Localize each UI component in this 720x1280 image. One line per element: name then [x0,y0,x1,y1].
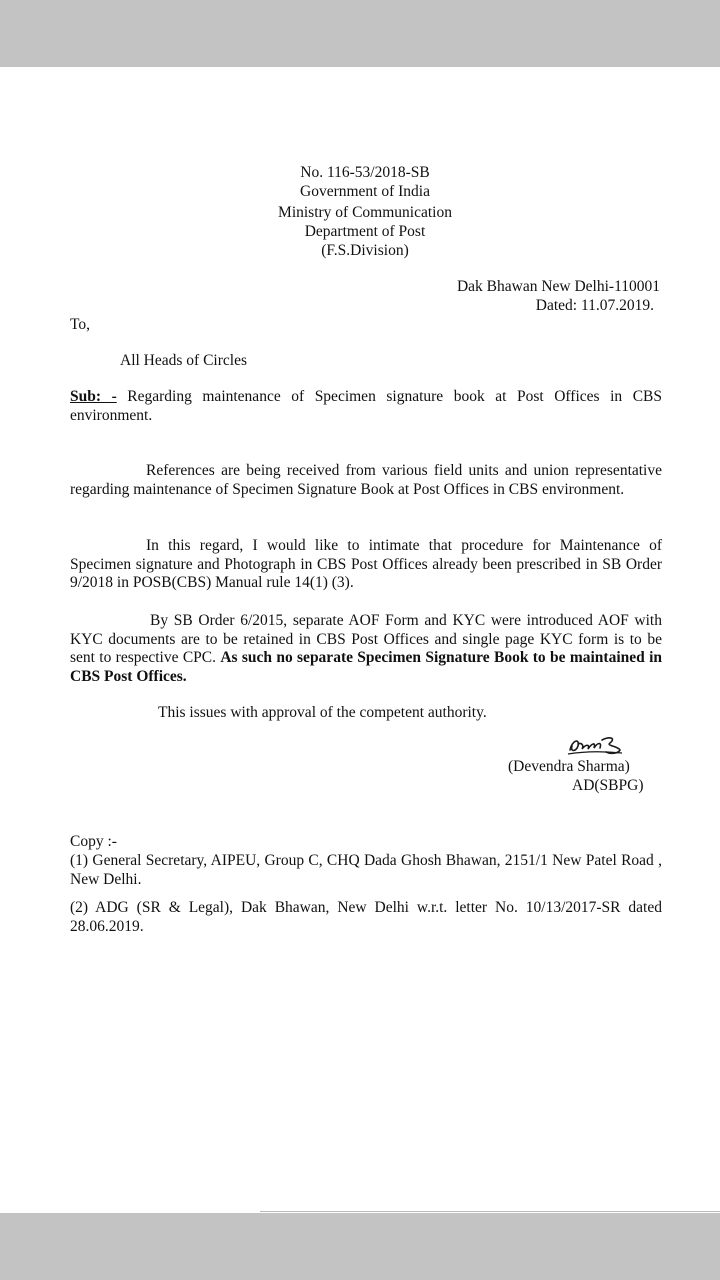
subject-text: Regarding maintenance of Specimen signature book at Post Offices in CBS environment. [70,388,662,424]
top-gray-bar [0,0,720,67]
paragraph-1 [70,462,662,499]
address-place: Dak Bhawan New Delhi-110001 [456,278,660,295]
division-line: (F.S.Division) [321,242,409,259]
approval-line: This issues with approval of the competent authority. [158,704,487,721]
subject-line [70,388,662,425]
paragraph-3 [70,612,662,686]
address-date: Dated: 11.07.2019. [535,297,654,314]
signatory-name: (Devendra Sharma) [508,758,630,775]
government-line: Government of India [300,183,430,200]
letter-number: No. 116-53/2018-SB [300,164,430,181]
ministry-line: Ministry of Communication [278,204,452,221]
paragraph-2 [70,537,662,593]
department-line: Department of Post [304,223,426,240]
signatory-designation: AD(SBPG) [572,777,644,794]
salutation-to: To, [70,316,91,333]
copy-item-2: (2) ADG (SR & Legal), Dak Bhawan, New Delhi w.r.t. letter No. 10/13/2017-SR dated 28.06.2019. [70,899,662,935]
recipient: All Heads of Circles [120,352,247,369]
document-page [0,67,720,1213]
paragraph-3-bold-text: As such no separate Specimen Signature Book to be maintained in CBS Post Offices. [70,649,662,685]
copy-label: Copy :- [70,833,117,850]
paragraph-2-text: In this regard, I would like to intimate that procedure for Maintenance of Specimen signature and Photograph in CBS Post Offices already been prescribed in SB Order 9/2018 in POSB(CBS) Manual rule 14(1) (3). [70,537,662,592]
copy-item-1: (1) General Secretary, AIPEU, Group C, CHQ Dada Ghosh Bhawan, 2151/1 New Patel Road , New Delhi. [70,852,662,888]
bottom-gray-bar [0,1213,720,1280]
subject-label: Sub: - [70,388,117,405]
signature-image [566,732,628,758]
scan-divider [260,1211,720,1212]
paragraph-1-text: References are being received from various field units and union representative regarding maintenance of Specimen Signature Book at Post Offices in CBS environment. [70,462,662,498]
paragraph-3-text: By SB Order 6/2015, separate AOF Form and KYC were introduced AOF with KYC documents are to be retained in CBS Post Offices and single page KYC form is to be sent to respective CPC. [70,612,662,667]
